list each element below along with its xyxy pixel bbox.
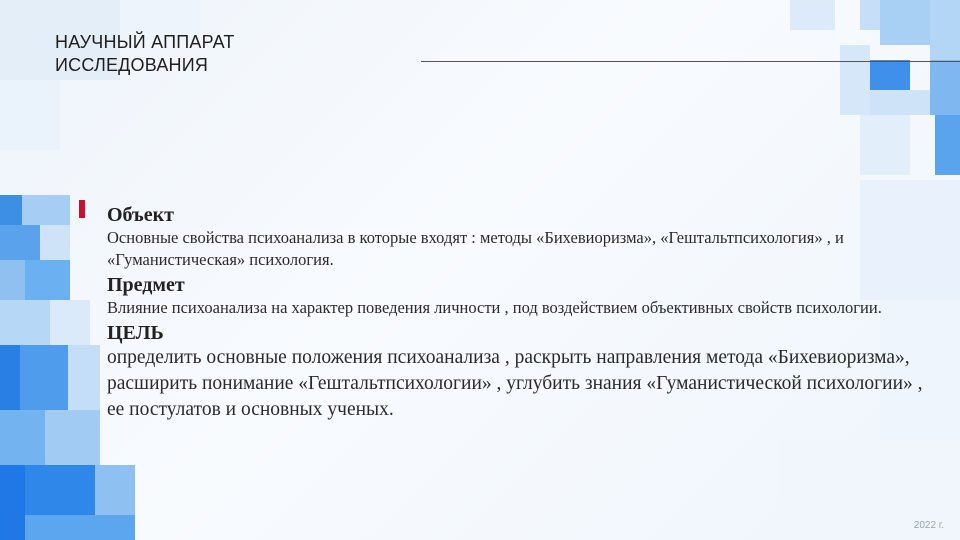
decor-square (40, 225, 70, 260)
decor-square (0, 465, 25, 540)
decor-square (0, 300, 50, 345)
footer-year: 2022 г. (913, 520, 944, 531)
decor-square (45, 410, 100, 465)
decor-square (860, 115, 910, 175)
decor-square (0, 80, 60, 150)
content-block (107, 203, 927, 423)
decor-square (935, 115, 960, 175)
decor-square (930, 60, 960, 115)
decor-square (0, 410, 45, 465)
decor-square (870, 60, 910, 90)
decor-square (0, 260, 25, 300)
decor-square (25, 465, 95, 515)
subject-heading: Предмет (107, 274, 185, 296)
decor-square (930, 0, 960, 60)
decor-square (790, 0, 835, 30)
goal-heading: ЦЕЛЬ (107, 322, 164, 344)
subject-text: Влияние психоанализа на характер поведения личности , под воздействием объективных свойств психологии. (107, 298, 882, 317)
decor-square (880, 0, 930, 45)
decor-square (68, 345, 100, 410)
decor-square (0, 195, 22, 225)
decor-square (840, 45, 870, 115)
decor-square (25, 260, 70, 300)
object-text: Основные свойства психоанализа в которые входят : методы «Бихевиоризма», «Гештальтпсихология» , и «Гуманистическая» психология. (107, 228, 844, 269)
page-title (55, 31, 355, 77)
title-line-1: НАУЧНЫЙ АППАРАТ (55, 32, 235, 52)
decor-square (50, 300, 90, 345)
decor-square (20, 345, 68, 410)
decor-square (95, 465, 135, 515)
bullet-marker (79, 200, 85, 218)
decor-square (0, 345, 20, 410)
decor-square (870, 90, 930, 115)
object-heading: Объект (107, 204, 174, 226)
decor-square (22, 195, 70, 225)
title-line-2: ИССЛЕДОВАНИЯ (55, 55, 209, 75)
decor-square (0, 225, 40, 260)
goal-text: определить основные положения психоанализа , раскрыть направления метода «Бихевиоризма», расширить понимание «Гештальтпсихологии» , углубить знания «Гуманистической психологии» , ее постулатов и основных ученых. (107, 347, 923, 420)
decor-square (25, 515, 135, 540)
title-divider (421, 61, 960, 62)
